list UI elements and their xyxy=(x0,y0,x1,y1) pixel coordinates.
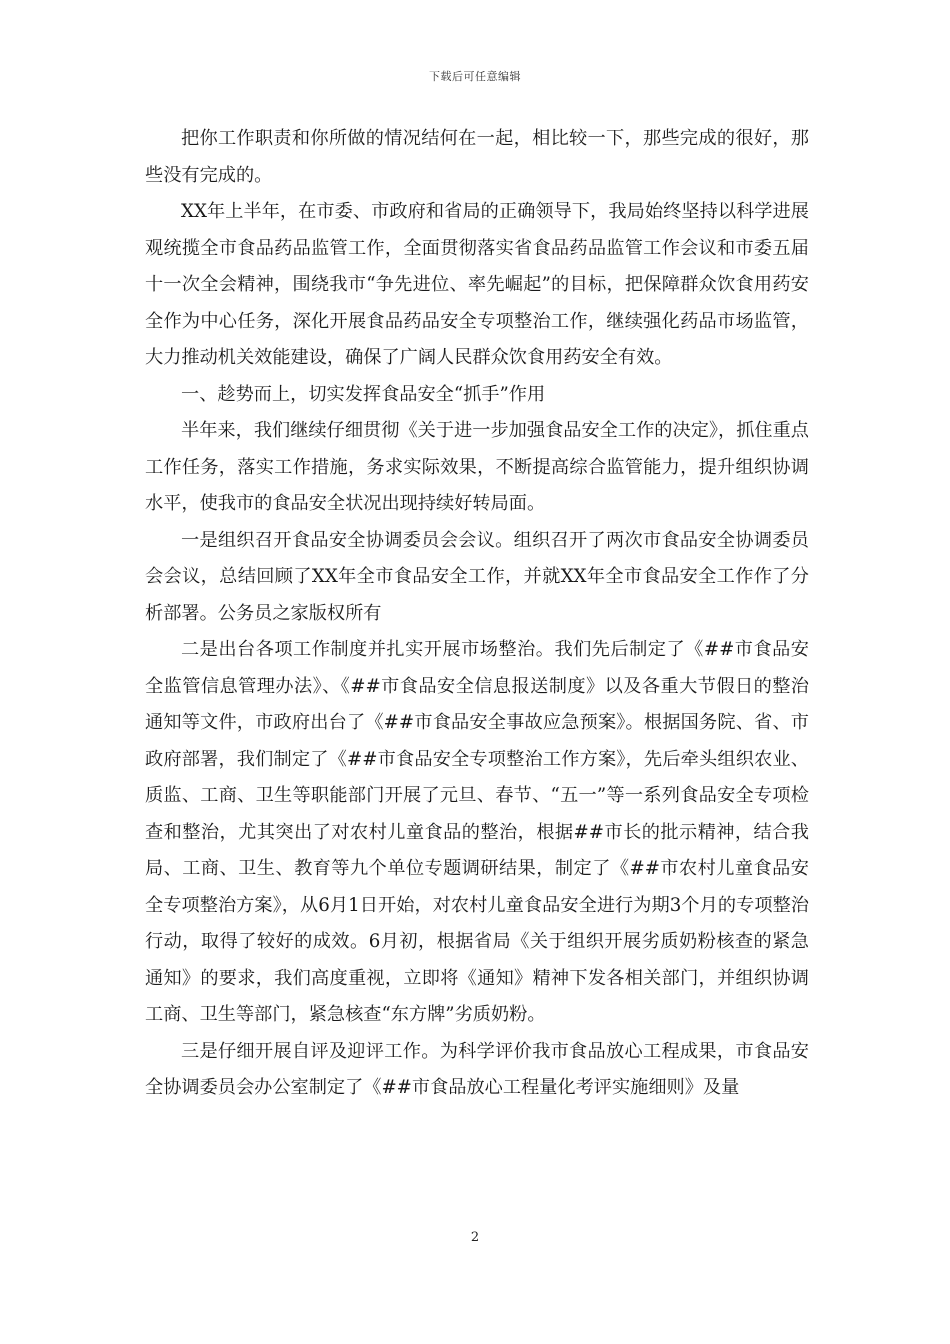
page-number: 2 xyxy=(470,1230,480,1245)
paragraph: 把你工作职责和你所做的情况结何在一起，相比较一下，那些完成的很好，那些没有完成的。 xyxy=(145,128,809,186)
paragraph: 三是仔细开展自评及迎评工作。为科学评价我市食品放心工程成果，市食品安全协调委员会办公室制定了《##市食品放心工程量化考评实施细则》及量 xyxy=(145,1040,809,1098)
paragraph: 一是组织召开食品安全协调委员会会议。组织召开了两次市食品安全协调委员会会议，总结回顾了XX年全市食品安全工作，并就XX年全市食品安全工作作了分析部署。公务员之家版权所有 xyxy=(145,529,809,624)
paragraph: 二是出台各项工作制度并扎实开展市场整治。我们先后制定了《##市食品安全监管信息管理办法》、《##市食品安全信息报送制度》以及各重大节假日的整治通知等文件，市政府出台了《##市食品安全事故应急预案》。根据国务院、省、市政府部署，我们制定了《##市食品安全专项整治工作方案》，先后牵头组织农业、质监、工商、卫生等职能部门开展了元旦、春节、“五一”等一系列食品安全专项检查和整治，尤其突出了对农村儿童食品的整治，根据##市长的批示精神，结合我局、工商、卫生、教育等九个单位专题调研结果，制定了《##市农村儿童食品安全专项整治方案》，从6月1日开始，对农村儿童食品安全进行为期3个月的专项整治行动，取得了较好的成效。6月初，根据省局《关于组织开展劣质奶粉核查的紧急通知》的要求，我们高度重视，立即将《通知》精神下发各相关部门，并组织协调工商、卫生等部门，紧急核查“东方牌”劣质奶粉。 xyxy=(145,639,809,1025)
body-text xyxy=(145,121,809,1107)
section-heading: 一、趁势而上，切实发挥食品安全“抓手”作用 xyxy=(181,383,546,405)
paragraph: XX年上半年，在市委、市政府和省局的正确领导下，我局始终坚持以科学进展观统揽全市食品药品监管工作，全面贯彻落实省食品药品监管工作会议和市委五届十一次全会精神，围绕我市“争先进位、率先崛起”的目标，把保障群众饮食用药安全作为中心任务，深化开展食品药品安全专项整治工作，继续强化药品市场监管，大力推动机关效能建设，确保了广阔人民群众饮食用药安全有效。 xyxy=(145,201,809,368)
paragraph: 半年来，我们继续仔细贯彻《关于进一步加强食品安全工作的决定》，抓住重点工作任务，落实工作措施，务求实际效果，不断提高综合监管能力，提升组织协调水平，使我市的食品安全状况出现持续好转局面。 xyxy=(145,420,809,514)
header-note: 下载后可任意编辑 xyxy=(429,70,521,83)
